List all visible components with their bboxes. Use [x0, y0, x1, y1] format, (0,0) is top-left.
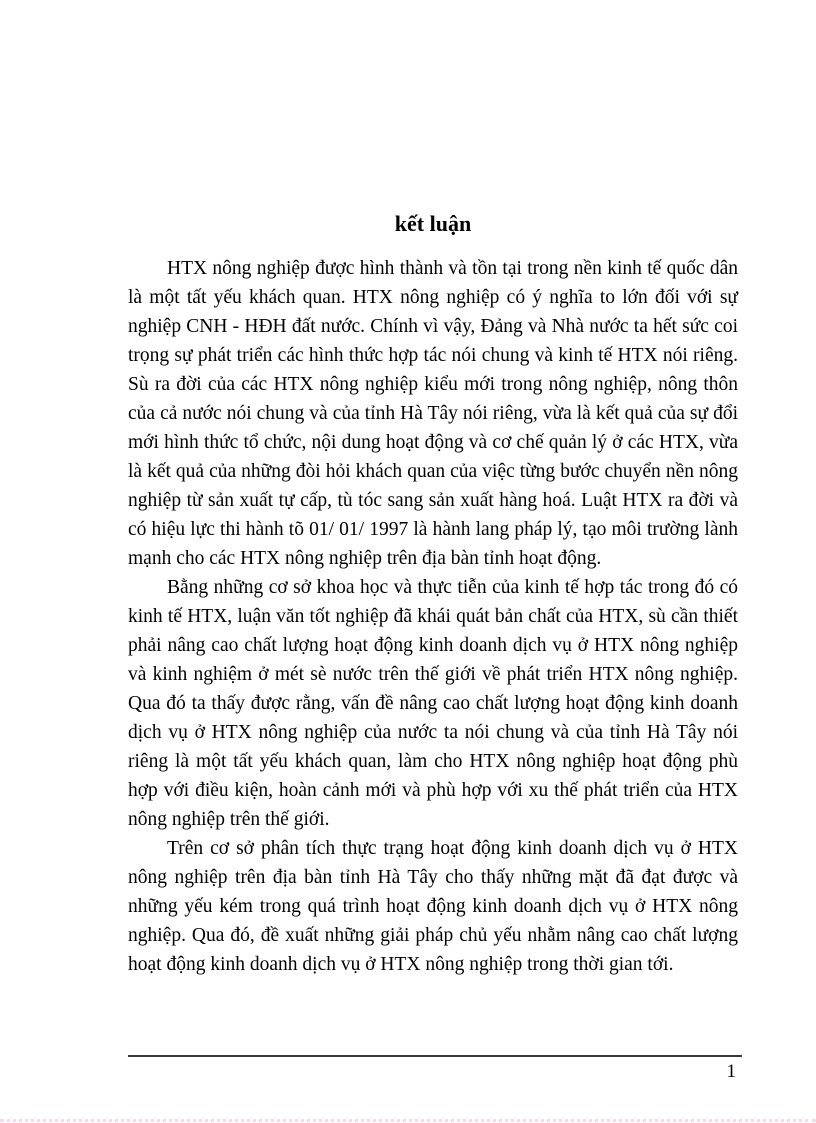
page-number: 1 — [726, 1061, 736, 1082]
paragraph-1: HTX nông nghiệp được hình thành và tồn tại trong nền kinh tế quốc dân là một tất yếu khách quan. HTX nông nghiệp có ý nghĩa to lớn đối với sự nghiệp CNH - HĐH đất nước. Chính vì vậy, Đảng và Nhà nước ta hết sức coi trọng sự phát triển các hình thức hợp tác nói chung và kinh tế HTX nói riêng. Sù ra đời của các HTX nông nghiệp kiểu mới trong nông nghiệp, nông thôn của cả nước nói chung và của tỉnh Hà Tây nói riêng, vừa là kết quả của sự đổi mới hình thức tổ chức, nội dung hoạt động và cơ chế quản lý ở các HTX, vừa là kết quả của những đòi hỏi khách quan của việc từng bước chuyển nền nông nghiệp từ sản xuất tự cấp, tù tóc sang sản xuất hàng hoá. Luật HTX ra đời và có hiệu lực thi hành tõ 01/ 01/ 1997 là hành lang pháp lý, tạo môi trường lành mạnh cho các HTX nông nghiệp trên địa bàn tỉnh hoạt động. — [128, 258, 738, 569]
page-break-dotted-line — [0, 1119, 816, 1122]
document-body — [128, 209, 738, 979]
paragraph-2: Bằng những cơ sở khoa học và thực tiễn của kinh tế hợp tác trong đó có kinh tế HTX, luận văn tốt nghiệp đã khái quát bản chất của HTX, sù cần thiết phải nâng cao chất lượng hoạt động kinh doanh dịch vụ ở HTX nông nghiệp và kinh nghiệm ở mét sè nước trên thế giới về phát triển HTX nông nghiệp. Qua đó ta thấy được rằng, vấn đề nâng cao chất lượng hoạt động kinh doanh dịch vụ ở HTX nông nghiệp của nước ta nói chung và của tỉnh Hà Tây nói riêng là một tất yếu khách quan, làm cho HTX nông nghiệp hoạt động phù hợp với điều kiện, hoàn cảnh mới và phù hợp với xu thế phát triển của HTX nông nghiệp trên thế giới. — [128, 577, 738, 830]
footer-divider-line — [128, 1055, 742, 1057]
page-title: kết luận — [394, 211, 472, 236]
paragraph-3: Trên cơ sở phân tích thực trạng hoạt động kinh doanh dịch vụ ở HTX nông nghiệp trên địa bàn tỉnh Hà Tây cho thấy những mặt đã đạt được và những yếu kém trong quá trình hoạt động kinh doanh dịch vụ ở HTX nông nghiệp. Qua đó, đề xuất những giải pháp chủ yếu nhằm nâng cao chất lượng hoạt động kinh doanh dịch vụ ở HTX nông nghiệp trong thời gian tới. — [128, 838, 738, 975]
